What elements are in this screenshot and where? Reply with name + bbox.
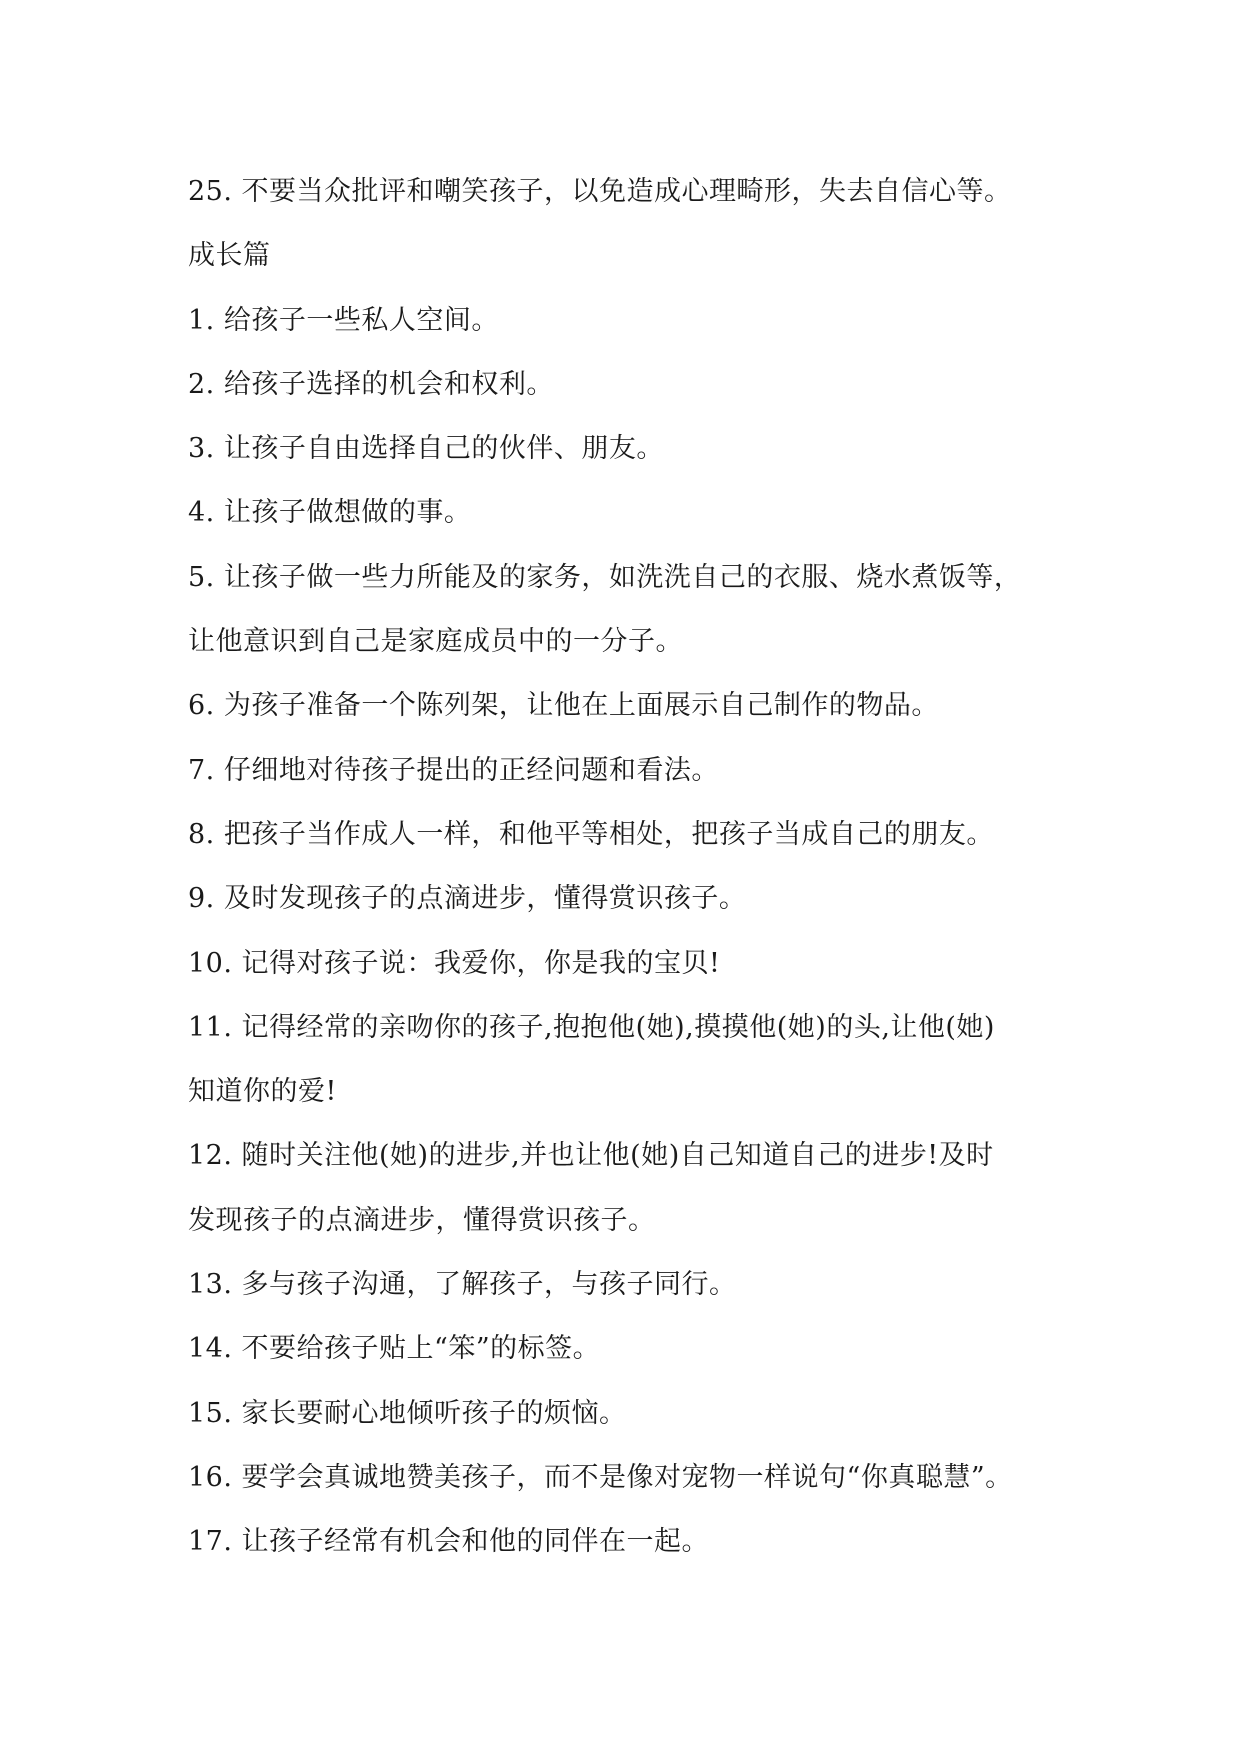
text-line-item-4: 4. 让孩子做想做的事。 [188, 497, 472, 529]
text-line-item-7: 7. 仔细地对待孩子提出的正经问题和看法。 [188, 754, 719, 786]
text-line-item-16: 16. 要学会真诚地赞美孩子，而不是像对宠物一样说句“你真聪慧”。 [188, 1461, 1013, 1493]
text-line-item-8: 8. 把孩子当作成人一样，和他平等相处，把孩子当成自己的朋友。 [188, 818, 994, 850]
text-line-item-10: 10. 记得对孩子说：我爱你，你是我的宝贝! [188, 947, 721, 979]
text-line-item-25: 25. 不要当众批评和嘲笑孩子，以免造成心理畸形，失去自信心等。 [188, 176, 1012, 207]
text-line-item-5: 5. 让孩子做一些力所能及的家务，如洗洗自己的衣服、烧水煮饭等， [188, 561, 1022, 593]
text-line-item-6: 6. 为孩子准备一个陈列架，让他在上面展示自己制作的物品。 [188, 690, 939, 722]
text-line-item-14: 14. 不要给孩子贴上“笨”的标签。 [188, 1333, 601, 1365]
section-heading: 成长篇 [188, 240, 271, 272]
text-line-item-12: 12. 随时关注他(她)的进步,并也让他(她)自己知道自己的进步!及时 [188, 1140, 994, 1172]
text-line-item-1: 1. 给孩子一些私人空间。 [188, 304, 499, 336]
text-line-item-5-cont: 让他意识到自己是家庭成员中的一分子。 [188, 626, 683, 658]
text-line-item-9: 9. 及时发现孩子的点滴进步，懂得赏识孩子。 [188, 883, 747, 915]
text-line-item-3: 3. 让孩子自由选择自己的伙伴、朋友。 [188, 433, 664, 465]
text-line-item-12-cont: 发现孩子的点滴进步，懂得赏识孩子。 [188, 1204, 656, 1236]
text-line-item-11-cont: 知道你的爱! [188, 1076, 337, 1108]
document-body [188, 160, 1068, 1575]
text-line-item-15: 15. 家长要耐心地倾听孩子的烦恼。 [188, 1397, 627, 1429]
text-line-item-2: 2. 给孩子选择的机会和权利。 [188, 368, 554, 400]
text-line-item-13: 13. 多与孩子沟通，了解孩子，与孩子同行。 [188, 1269, 737, 1301]
text-line-item-11: 11. 记得经常的亲吻你的孩子,抱抱他(她),摸摸他(她)的头,让他(她) [188, 1011, 995, 1043]
text-line-item-17: 17. 让孩子经常有机会和他的同伴在一起。 [188, 1526, 710, 1558]
